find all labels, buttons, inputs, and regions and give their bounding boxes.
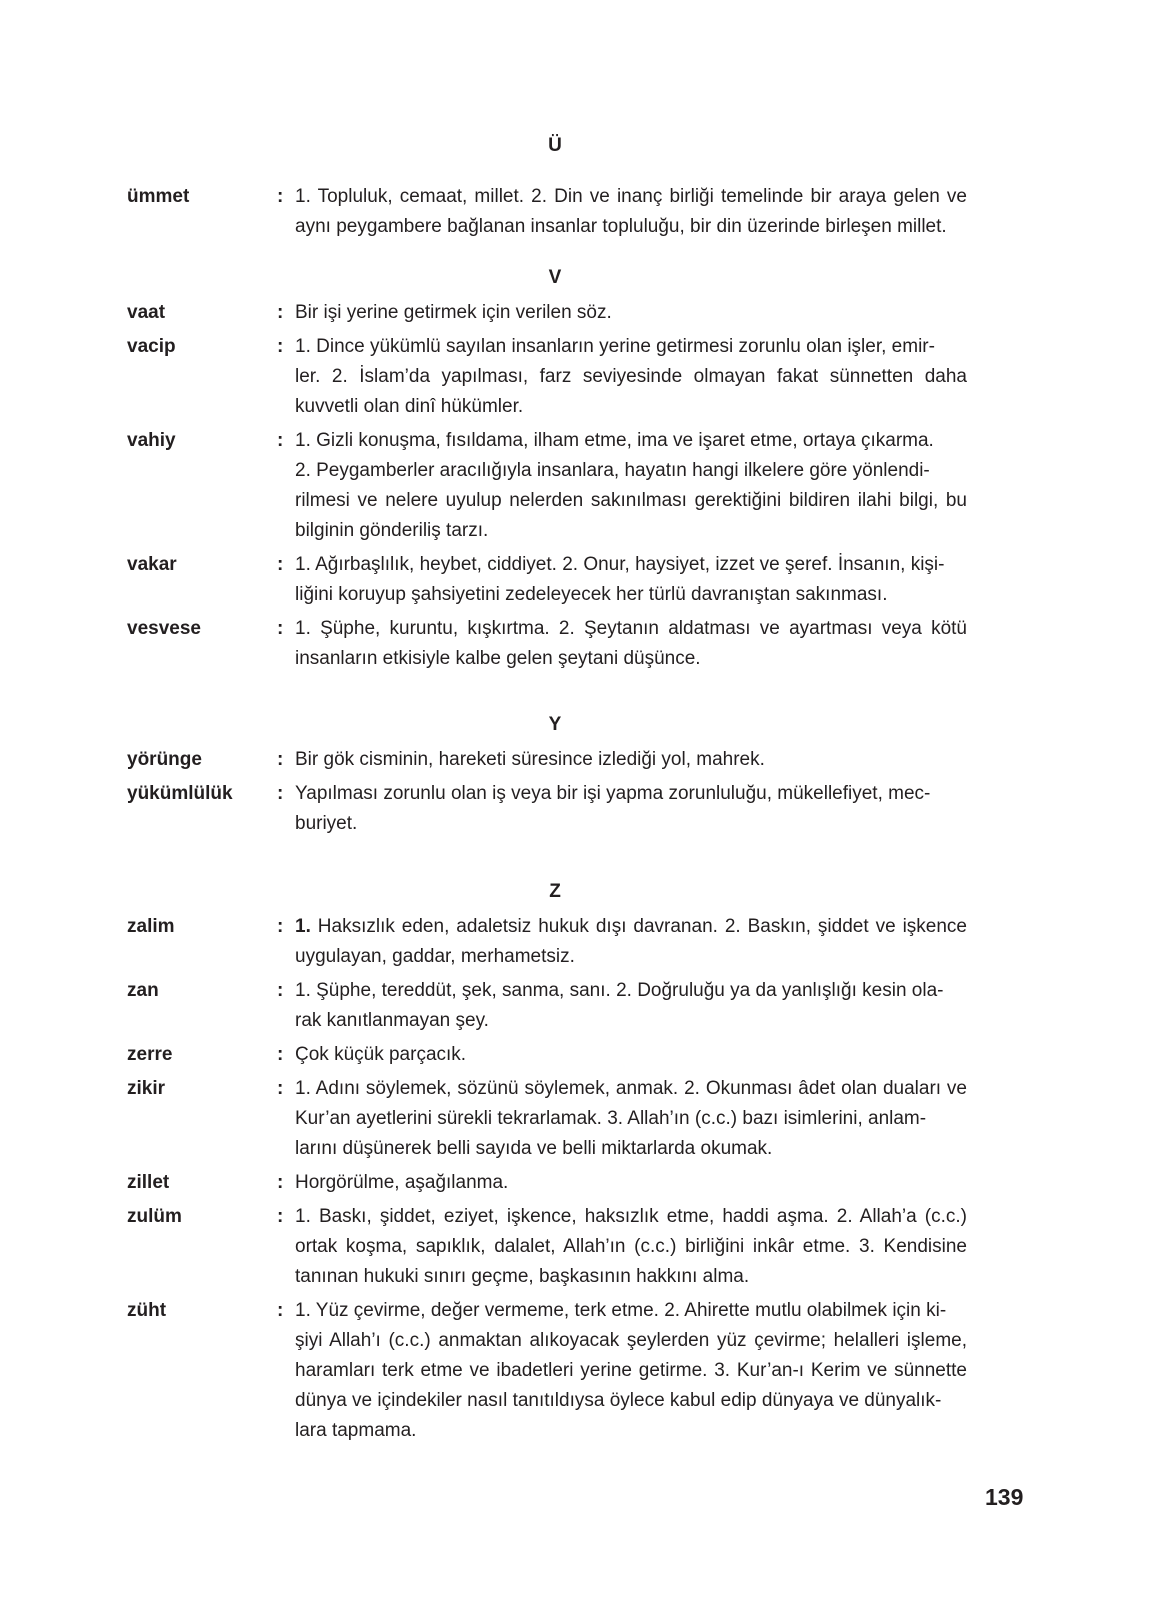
glossary-entry — [127, 1296, 983, 1446]
entry-term: züht — [127, 1300, 167, 1321]
entry-definition: 1. Ağırbaşlılık, heybet, ciddiyet. 2. Onur, haysiyet, izzet ve şeref. İnsanın, kişi- liğini koruyup şahsiyetini zedeleyecek her türlü davranıştan sakınması. — [295, 554, 945, 605]
entry-definition-text: Haksızlık eden, adaletsiz hukuk dışı davranan. 2. Baskın, şiddet ve işkence uygulayan, gaddar, merhametsiz. — [295, 916, 967, 967]
entry-definition: 1. Adını söylemek, sözünü söylemek, anmak. 2. Okunması âdet olan duaları ve Kur’an ayetlerini sürekli tekrarlamak. 3. Allah’ın (c.c.) bazı isimlerini, anlam- larını düşünerek belli sayıda ve belli miktarlarda okumak. — [295, 1078, 967, 1159]
glossary-entry — [127, 614, 983, 674]
entry-colon: : — [277, 554, 284, 575]
entry-definition: 1. Gizli konuşma, fısıldama, ilham etme, ima ve işaret etme, ortaya çıkarma. 2. Peygamberler aracılığıyla insanlara, hayatın hangi ilkelere göre yönlendi- rilmesi ve nelere uyulup nelerden sakınılması gerektiğini bildiren ilahi bilgi, bu bilginin gönderiliş tarzı. — [295, 430, 967, 541]
section-v — [127, 263, 983, 674]
section-z — [127, 877, 983, 1446]
entry-colon: : — [277, 1078, 284, 1099]
glossary-entry — [127, 1040, 983, 1070]
entry-term: zillet — [127, 1172, 170, 1193]
entry-colon: : — [277, 1044, 284, 1065]
entry-definition: Yapılması zorunlu olan iş veya bir işi yapma zorunluluğu, mükellefiyet, mec- buriyet. — [295, 783, 931, 834]
entry-definition: Horgörülme, aşağılanma. — [295, 1172, 509, 1193]
glossary-entry — [127, 1202, 983, 1292]
entry-term: yörünge — [127, 749, 202, 770]
entry-colon: : — [277, 980, 284, 1001]
entry-term: zan — [127, 980, 159, 1001]
section-letter: Y — [548, 714, 562, 735]
entry-colon: : — [277, 186, 284, 207]
page-number: 139 — [985, 1484, 1024, 1510]
entry-term: vakar — [127, 554, 177, 575]
entry-definition: 1. Topluluk, cemaat, millet. 2. Din ve inanç birliği temelinde bir araya gelen ve aynı peygambere bağlanan insanlar topluluğu, bir din üzerinde birleşen millet. — [295, 186, 967, 237]
section-letter: Z — [549, 881, 561, 902]
entry-colon: : — [277, 1206, 284, 1227]
entry-colon: : — [277, 430, 284, 451]
glossary-entry — [127, 426, 983, 546]
section-y — [127, 710, 983, 839]
glossary-entry — [127, 332, 983, 422]
entry-colon: : — [277, 336, 284, 357]
entry-term: vacip — [127, 336, 176, 357]
glossary-entry — [127, 182, 983, 242]
entry-definition: 1. Dince yükümlü sayılan insanların yerine getirmesi zorunlu olan işler, emir- ler. 2. İslam’da yapılması, farz seviyesinde olmayan fakat sünnetten daha kuvvetli olan dinî hükümler. — [295, 336, 967, 417]
entry-term: zerre — [127, 1044, 173, 1065]
section-u-umlaut — [127, 131, 983, 242]
glossary-entry — [127, 1074, 983, 1164]
entry-term: zalim — [127, 916, 175, 937]
entry-term: yükümlülük — [127, 783, 233, 804]
entry-colon: : — [277, 1172, 284, 1193]
glossary-entry — [127, 1168, 983, 1198]
glossary-entry — [127, 779, 983, 839]
entry-colon: : — [277, 302, 284, 323]
entry-term: vaat — [127, 302, 166, 323]
glossary-entry — [127, 745, 983, 775]
section-letter: V — [548, 267, 562, 288]
entry-definition — [295, 912, 967, 972]
entry-definition: 1. Şüphe, kuruntu, kışkırtma. 2. Şeytanın aldatması ve ayartması veya kötü insanların etkisiyle kalbe gelen şeytani düşünce. — [295, 618, 967, 669]
entry-definition: 1. Şüphe, tereddüt, şek, sanma, sanı. 2. Doğruluğu ya da yanlışlığı kesin ola- rak kanıtlanmayan şey. — [295, 980, 944, 1031]
entry-colon: : — [277, 749, 284, 770]
section-letter: Ü — [548, 135, 562, 156]
entry-colon: : — [277, 1300, 284, 1321]
glossary-entry — [127, 912, 983, 972]
entry-term: zikir — [127, 1078, 166, 1099]
entry-term: vesvese — [127, 618, 201, 639]
entry-definition: Çok küçük parçacık. — [295, 1044, 467, 1065]
entry-definition: 1. Baskı, şiddet, eziyet, işkence, haksızlık etme, haddi aşma. 2. Allah’a (c.c.) ortak koşma, sapıklık, dalalet, Allah’ın (c.c.) birliğini inkâr etme. 3. Kendisine tanınan hukuki sınırı geçme, başkasının hakkını alma. — [295, 1206, 967, 1287]
entry-definition-lead: 1. — [295, 916, 311, 937]
entry-definition: Bir gök cisminin, hareketi süresince izlediği yol, mahrek. — [295, 749, 765, 770]
glossary-entry — [127, 298, 983, 328]
entry-colon: : — [277, 916, 284, 937]
entry-term: vahiy — [127, 430, 176, 451]
entry-term: zulüm — [127, 1206, 182, 1227]
glossary-entry — [127, 550, 983, 610]
entry-colon: : — [277, 783, 284, 804]
entry-definition: 1. Yüz çevirme, değer vermeme, terk etme. 2. Ahirette mutlu olabilmek için ki- şiyi Allah’ı (c.c.) anmaktan alıkoyacak şeylerden yüz çevirme; helalleri işleme, haramları terk etme ve ibadetleri yerine getirme. 3. Kur’an-ı Kerim ve sünnette dünya ve içindekiler nasıl tanıtıldıysa öylece kabul edip dünyaya ve dünyalık- lara tapmama. — [295, 1300, 967, 1441]
entry-colon: : — [277, 618, 284, 639]
glossary-entry — [127, 976, 983, 1036]
entry-definition: Bir işi yerine getirmek için verilen söz. — [295, 302, 612, 323]
entry-term: ümmet — [127, 186, 190, 207]
